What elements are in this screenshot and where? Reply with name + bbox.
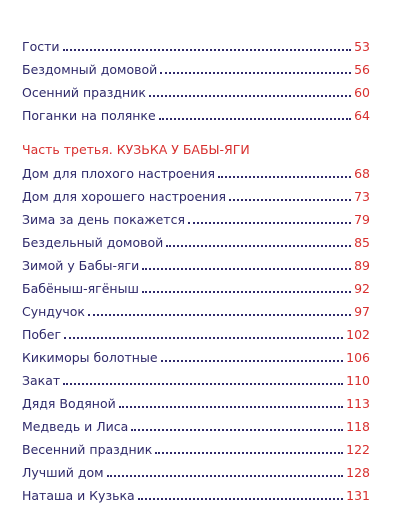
dot-leader [64,337,343,339]
toc-entry-title: Поганки на полянке [22,108,156,123]
toc-entry-page: 68 [354,166,370,181]
toc-entry-title: Зимой у Бабы-яги [22,258,140,273]
toc-entry-page: 64 [354,108,370,123]
toc-entry[interactable] [22,396,370,419]
toc-entry-title: Зима за день покажется [22,212,185,227]
dot-leader [149,95,351,97]
dot-leader [155,452,343,454]
dot-leader [229,199,351,201]
toc-entry[interactable] [22,166,370,189]
toc-entry-title: Дом для хорошего настроения [22,189,226,204]
toc-entry[interactable] [22,85,370,108]
toc-entry-page: 73 [354,189,370,204]
toc-entry[interactable] [22,350,370,373]
dot-leader [142,268,351,270]
toc-group-top [22,39,370,131]
toc-entry-page: 79 [354,212,370,227]
toc-entry-title: Весенний праздник [22,442,153,457]
toc-entry-page: 131 [346,488,370,503]
dot-leader [63,383,343,385]
dot-leader [88,314,351,316]
toc-entry-title: Лучший дом [22,465,104,480]
toc-entry-page: 110 [346,373,370,388]
toc-entry-page: 53 [354,39,370,54]
dot-leader [63,49,352,51]
toc-entry-title: Осенний праздник [22,85,146,100]
dot-leader [160,72,351,74]
toc-entry-page: 128 [346,465,370,480]
toc-entry[interactable] [22,212,370,235]
toc-entry-page: 56 [354,62,370,77]
toc-entry-title: Бабёныш-ягёныш [22,281,139,296]
toc-entry[interactable] [22,235,370,258]
dot-leader [138,498,343,500]
toc-entry[interactable] [22,304,370,327]
toc-entry-title: Дом для плохого настроения [22,166,216,181]
toc-entry[interactable] [22,465,370,488]
toc-entry-page: 85 [354,235,370,250]
toc-entry[interactable] [22,39,370,62]
dot-leader [131,429,343,431]
toc-group-bottom [22,166,370,511]
toc-entry-page: 118 [346,419,370,434]
toc-entry-page: 89 [354,258,370,273]
dot-leader [218,176,351,178]
toc-entry[interactable] [22,488,370,511]
toc-entry-title: Закат [22,373,61,388]
toc-entry[interactable] [22,189,370,212]
toc-entry-page: 122 [346,442,370,457]
toc-entry[interactable] [22,327,370,350]
toc-entry-page: 106 [346,350,370,365]
toc-entry[interactable] [22,62,370,85]
toc-entry-page: 97 [354,304,370,319]
toc-entry[interactable] [22,281,370,304]
toc-entry-title: Кикиморы болотные [22,350,158,365]
toc-entry-page: 92 [354,281,370,296]
section-heading[interactable]: Часть третья. КУЗЬКА У БАБЫ-ЯГИ [22,142,250,157]
toc-entry-title: Дядя Водяной [22,396,116,411]
dot-leader [166,245,351,247]
toc-entry-title: Бездельный домовой [22,235,164,250]
toc-entry-title: Бездомный домовой [22,62,158,77]
dot-leader [161,360,344,362]
toc-entry-title: Побег [22,327,62,342]
toc-entry-page: 102 [346,327,370,342]
toc-entry-title: Наташа и Кузька [22,488,135,503]
dot-leader [107,475,344,477]
toc-entry-title: Сундучок [22,304,85,319]
toc-entry-page: 60 [354,85,370,100]
toc-entry-title: Гости [22,39,60,54]
toc-entry[interactable] [22,373,370,396]
toc-entry[interactable] [22,442,370,465]
toc-entry[interactable] [22,258,370,281]
toc-entry[interactable] [22,419,370,442]
toc-entry-title: Медведь и Лиса [22,419,129,434]
toc-entry-page: 113 [346,396,370,411]
toc-entry[interactable] [22,108,370,131]
dot-leader [159,118,351,120]
dot-leader [188,222,351,224]
dot-leader [119,406,343,408]
dot-leader [142,291,351,293]
table-of-contents [22,39,370,511]
